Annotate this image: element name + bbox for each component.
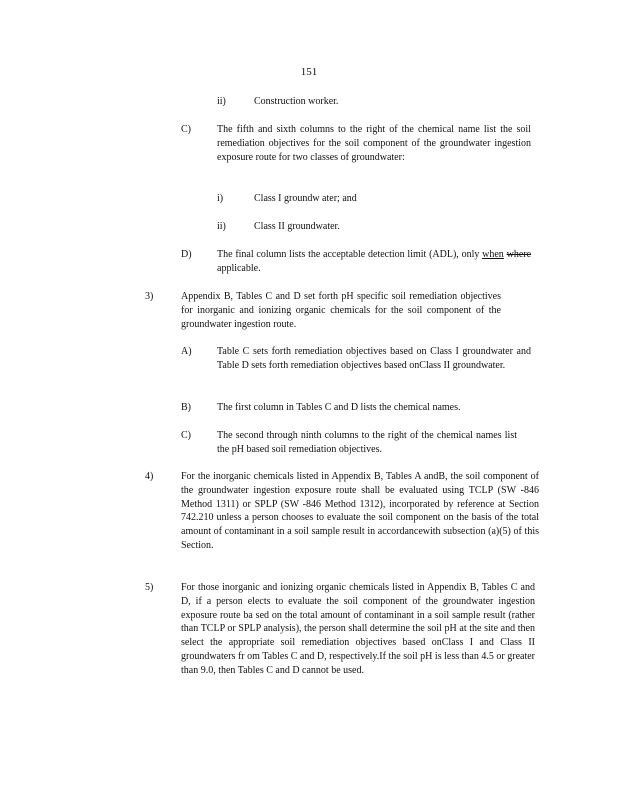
item-text: Class I groundw ater; and — [254, 193, 357, 204]
item-text: Appendix B, Tables C and D set forth pH specific soil remediation objectives for inorganic and ionizing organic chemicals for the soil component of the groundwater ingestion route. — [181, 291, 501, 330]
item-label: ii) — [217, 96, 226, 107]
item-label: D) — [181, 249, 192, 260]
item-label: C) — [181, 430, 191, 441]
item-text: Table C sets forth remediation objectives based on Class I groundwater and Table D sets forth remediation objectives based onClass II groundwater. — [217, 346, 531, 371]
item-text-main: The final column lists the acceptable detection limit (ADL), only — [217, 249, 480, 260]
item-text: The fifth and sixth columns to the right of the chemical name list the soil remediation objectives for the soil component of the groundwater ingestion exposure route for two classes of groundwater: — [217, 124, 531, 163]
item-label: 4) — [145, 471, 154, 482]
item-label: 5) — [145, 582, 154, 593]
item-text: The first column in Tables C and D lists the chemical names. — [217, 402, 461, 413]
item-text-end: applicable. — [217, 262, 261, 274]
item-text: Construction worker. — [254, 96, 339, 107]
item-label: B) — [181, 402, 191, 413]
item-text: For the inorganic chemicals listed in Appendix B, Tables A andB, the soil component of the groundwater ingestion exposure route shall be evaluated using TCLP (SW -846 Method 1311) or SPLP (SW -846 Method 1312), incorporated by reference at Section 742.210 unless a person chooses to evaluate the soil component on the basis of the total amount of contaminant in a soil sample result in accordancewith subsection (a)(5) of this Section. — [181, 471, 539, 551]
item-label: A) — [181, 346, 192, 357]
item-label: i) — [217, 193, 224, 204]
item-label: C) — [181, 124, 191, 135]
item-text: The second through ninth columns to the right of the chemical names list the pH based soil remediation objectives. — [217, 430, 517, 455]
deleted-text: where — [506, 249, 532, 260]
item-text: For those inorganic and ionizing organic chemicals listed in Appendix B, Tables C and D, if a person elects to evaluate the soil component of the groundwater ingestion exposure route ba sed on the total amount of contaminant in a soil sample result (rather than TCLP or SPLP analysis), the person shall determine the soil pH at the site and then select the appropriate soil remediation objectives based onClass I and Class II groundwaters fr om Tables C and D, respectively.If the soil pH is less than 4.5 or greater than 9.0, then Tables C and D cannot be used. — [181, 582, 535, 676]
page-number: 151 — [300, 66, 318, 78]
item-label: ii) — [217, 221, 226, 232]
item-text: Class II groundwater. — [254, 221, 340, 232]
item-label: 3) — [145, 291, 154, 302]
inserted-text: when — [482, 249, 504, 260]
item-text — [217, 248, 531, 276]
